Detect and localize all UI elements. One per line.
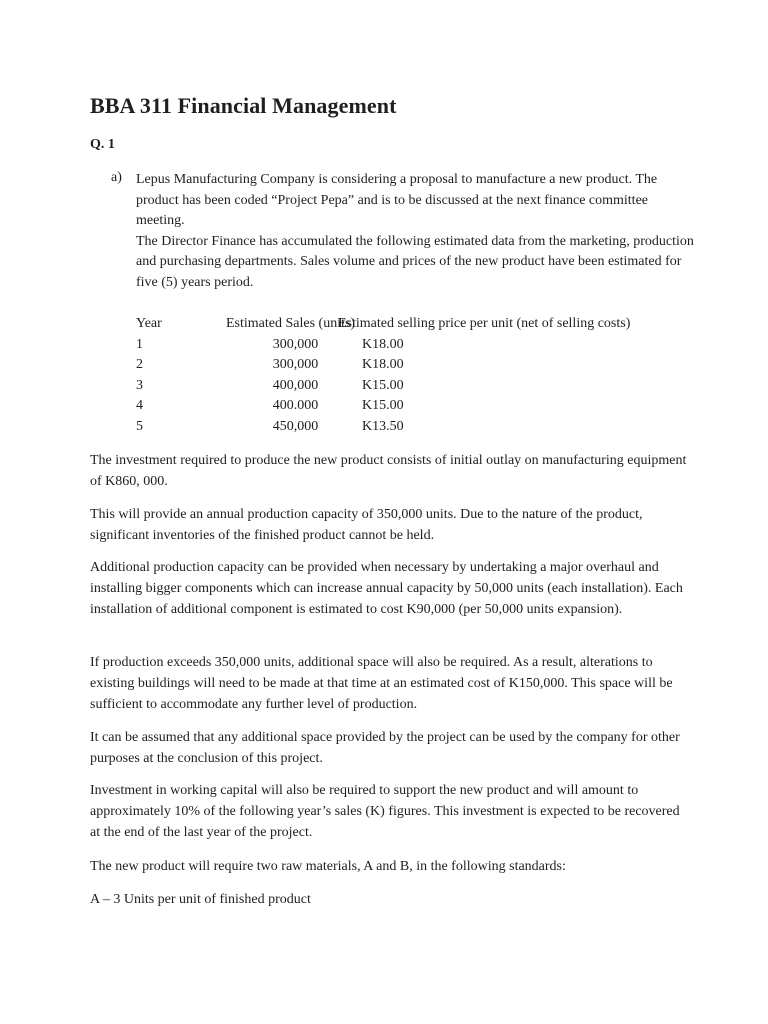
cell-year: 1: [136, 336, 143, 352]
cell-year: 2: [136, 357, 143, 372]
intro-paragraph: The Director Finance has accumulated the following estimated data from the marketing, production and purchasing departments. Sales volume and prices of the new product have been estimated for five (5) years period.: [136, 233, 694, 290]
intro-paragraph: Lepus Manufacturing Company is considering a proposal to manufacture a new product. The product has been coded “Project Pepa” and is to be discussed at the next finance committee meeting.: [136, 172, 658, 228]
cell-units: 300,000: [272, 336, 319, 352]
table-row: [136, 396, 676, 417]
cell-year: 5: [136, 418, 143, 434]
body-paragraph: It can be assumed that any additional space provided by the project can be used by the company for other purposes at the conclusion of this project.: [90, 730, 680, 766]
cell-price: K18.00: [362, 336, 404, 352]
cell-units: 400,000: [272, 377, 319, 393]
cell-price: K15.00: [362, 398, 404, 413]
cell-units: 300,000: [272, 357, 319, 372]
cell-units: 400.000: [272, 398, 319, 413]
question-number: Q. 1: [90, 137, 115, 152]
body-paragraph: Additional production capacity can be provided when necessary by undertaking a major overhaul and installing bigger components which can increase annual capacity by 50,000 units (each installation). Each installation of additional component is estimated to cost K90,000 (per 50,000 units expansion).: [90, 560, 683, 617]
body-paragraph: Investment in working capital will also be required to support the new product and will amount to approximately 10% of the following year’s sales (K) figures. This investment is expected to be recovered at the end of the last year of the project.: [90, 783, 680, 840]
body-paragraph: The new product will require two raw materials, A and B, in the following standards:: [90, 859, 566, 874]
intro-block: [136, 170, 696, 293]
header-price: Estimated selling price per unit (net of selling costs): [338, 316, 631, 331]
header-year: Year: [136, 316, 162, 331]
cell-year: 4: [136, 398, 143, 413]
cell-year: 3: [136, 377, 143, 393]
table-header-row: [136, 314, 676, 335]
cell-price: K13.50: [362, 418, 404, 434]
cell-price: K18.00: [362, 357, 404, 372]
table-row: [136, 417, 676, 438]
table-row: [136, 376, 676, 397]
table-row: [136, 335, 676, 356]
header-units: Estimated Sales (units): [226, 316, 356, 331]
cell-units: 450,000: [272, 418, 319, 434]
body-paragraph: This will provide an annual production capacity of 350,000 units. Due to the nature of the product, significant inventories of the finished product cannot be held.: [90, 507, 643, 543]
cell-price: K15.00: [362, 377, 404, 393]
body-paragraph: The investment required to produce the new product consists of initial outlay on manufacturing equipment of K860, 000.: [90, 453, 687, 489]
sales-table: [136, 314, 676, 437]
body-paragraph: If production exceeds 350,000 units, additional space will also be required. As a result, alterations to existing buildings will need to be made at that time at an estimated cost of K150,000. This space will be sufficient to accommodate any further level of production.: [90, 655, 673, 712]
body-paragraph: A – 3 Units per unit of finished product: [90, 892, 311, 907]
part-marker: a): [111, 170, 122, 185]
table-row: [136, 355, 676, 376]
document-title: BBA 311 Financial Management: [90, 93, 397, 118]
